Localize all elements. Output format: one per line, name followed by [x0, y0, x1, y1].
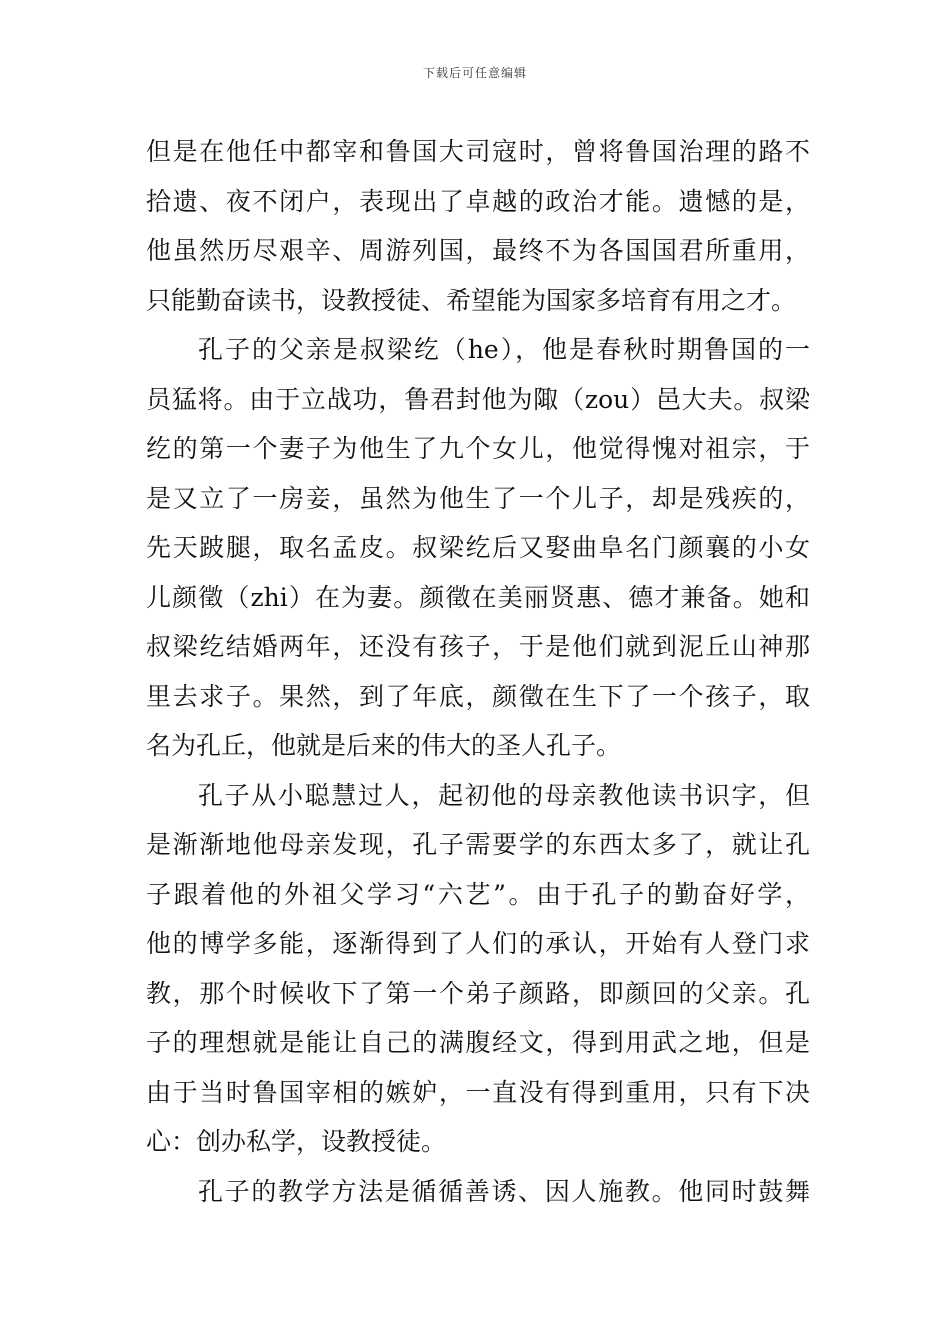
- text-line: 是渐渐地他母亲发现，孔子需要学的东西太多了，就让孔: [146, 830, 810, 859]
- text-line: 是又立了一房妾，虽然为他生了一个儿子，却是残疾的，: [146, 483, 810, 513]
- text-line: 拾遗、夜不闭户，表现出了卓越的政治才能。遗憾的是，: [146, 186, 810, 216]
- text-line: 子的理想就是能让自己的满腹经文，得到用武之地，但是: [146, 1028, 810, 1057]
- text-line: 他虽然历尽艰辛、周游列国，最终不为各国国君所重用，: [146, 236, 810, 265]
- document-body: [146, 127, 810, 1216]
- text-line: 孔子的教学方法是循循善诱、因人施教。他同时鼓舞: [198, 1176, 810, 1206]
- paragraph: [146, 771, 810, 1167]
- text-line: 儿颜徵（zhi）在为妻。颜徵在美丽贤惠、德才兼备。她和: [146, 582, 810, 612]
- text-line: 先天跛腿，取名孟皮。叔梁纥后又娶曲阜名门颜襄的小女: [146, 533, 810, 562]
- text-line: 教，那个时候收下了第一个弟子颜路，即颜回的父亲。孔: [146, 978, 810, 1008]
- page-header: 下载后可任意编辑: [422, 66, 527, 80]
- text-line: 名为孔丘，他就是后来的伟大的圣人孔子。: [146, 731, 622, 760]
- paragraph: [146, 325, 810, 771]
- text-line: 心：创办私学，设教授徒。: [146, 1127, 447, 1156]
- text-line: 员猛将。由于立战功，鲁君封他为陬（zou）邑大夫。叔梁: [146, 384, 810, 414]
- text-line: 但是在他任中都宰和鲁国大司寇时，曾将鲁国治理的路不: [146, 137, 810, 166]
- text-line: 子跟着他的外祖父学习“六艺”。由于孔子的勤奋好学，: [146, 879, 810, 909]
- text-line: 孔子的父亲是叔梁纥（he），他是春秋时期鲁国的一: [198, 335, 810, 364]
- text-line: 由于当时鲁国宰相的嫉妒，一直没有得到重用，只有下决: [146, 1077, 810, 1107]
- text-line: 他的博学多能，逐渐得到了人们的承认，开始有人登门求: [146, 929, 810, 958]
- paragraph: [146, 127, 810, 325]
- text-line: 叔梁纥结婚两年，还没有孩子，于是他们就到泥丘山神那: [146, 632, 810, 661]
- text-line: 孔子从小聪慧过人，起初他的母亲教他读书识字，但: [198, 780, 810, 810]
- paragraph: [146, 1167, 810, 1217]
- text-line: 里去求子。果然，到了年底，颜徵在生下了一个孩子，取: [146, 681, 810, 711]
- text-line: 纥的第一个妻子为他生了九个女儿，他觉得愧对祖宗，于: [146, 434, 810, 463]
- text-line: 只能勤奋读书，设教授徒、希望能为国家多培育有用之才。: [146, 285, 797, 315]
